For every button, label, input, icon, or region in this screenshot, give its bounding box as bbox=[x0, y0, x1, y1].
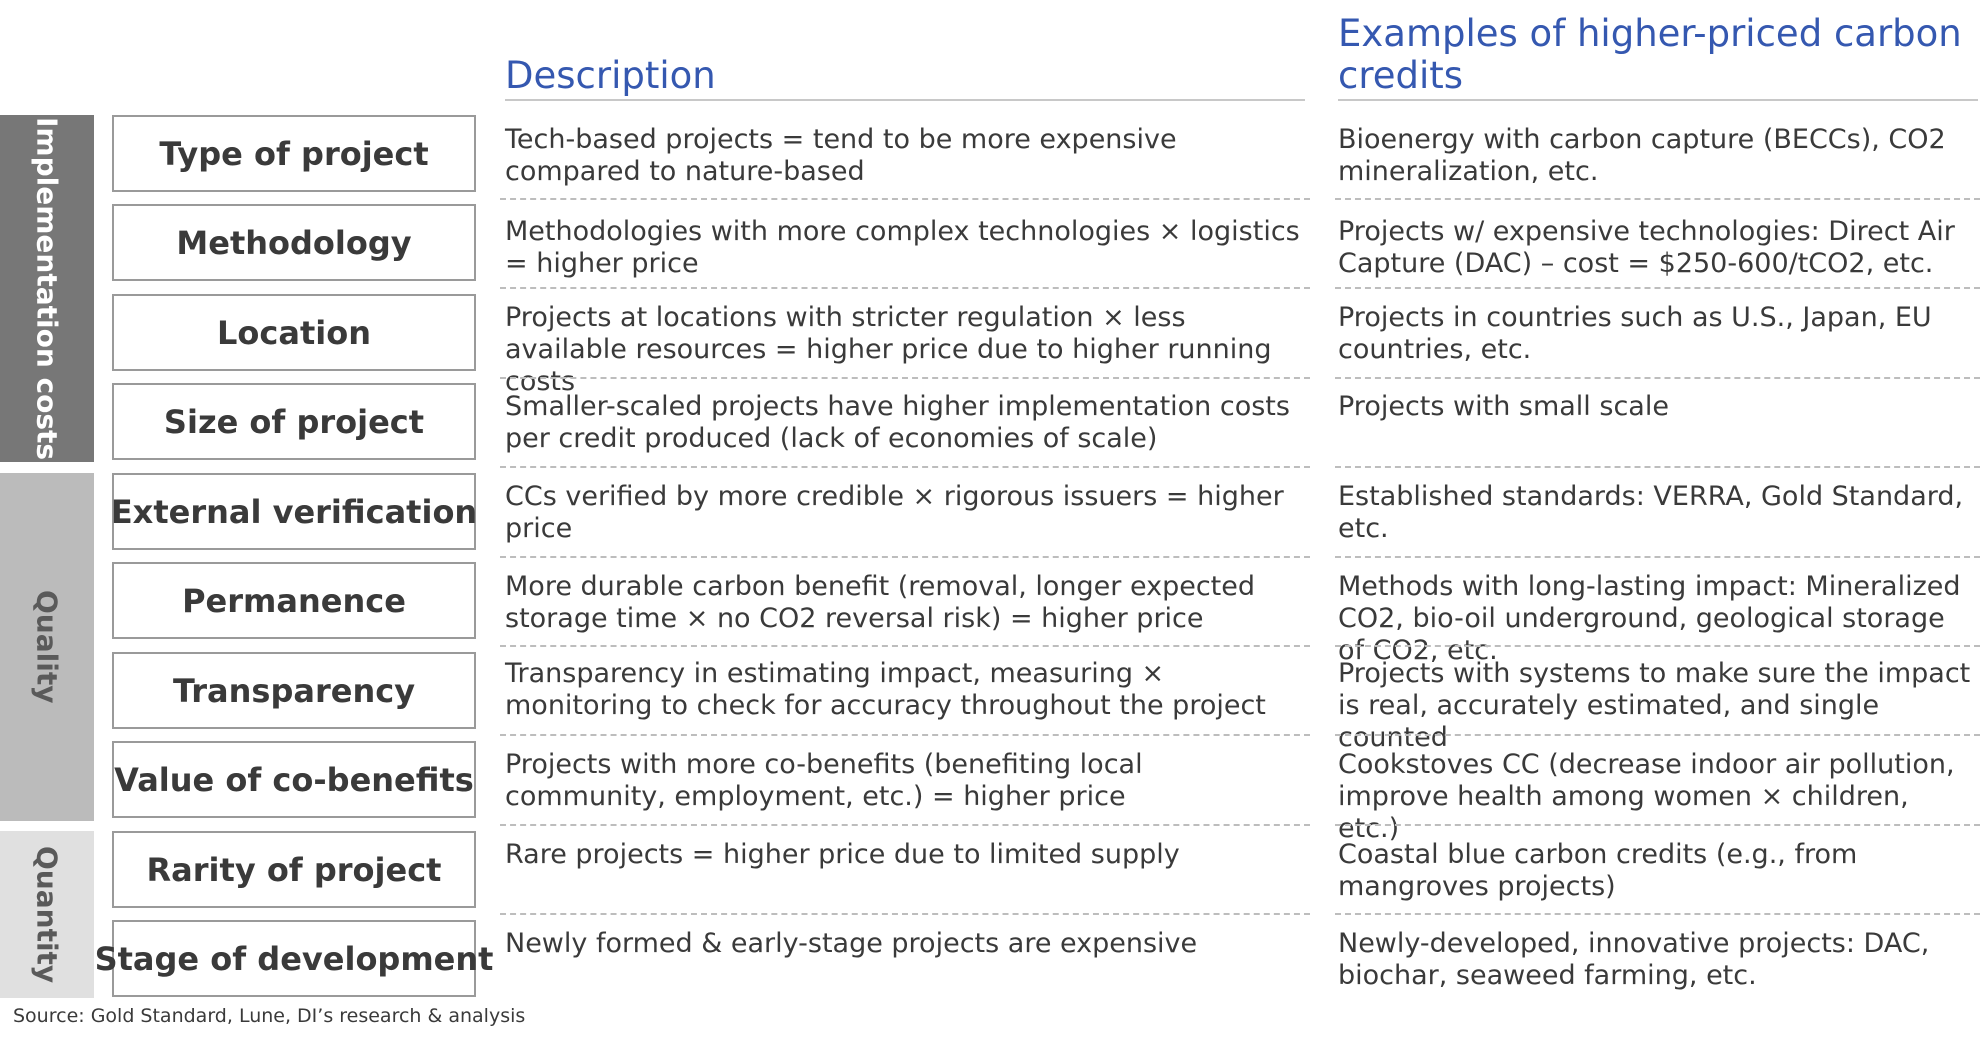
group-label: Quality bbox=[30, 590, 64, 704]
factor-label: Size of project bbox=[163, 402, 425, 441]
group-quantity bbox=[0, 831, 94, 998]
factor-label: Permanence bbox=[182, 581, 406, 620]
description-cell: More durable carbon benefit (removal, longer expected storage time × no CO2 reversal risk) = higher price bbox=[505, 571, 1256, 634]
factor-type-of-project bbox=[112, 115, 476, 192]
row-separator bbox=[500, 198, 1310, 200]
factor-permanence bbox=[112, 562, 476, 639]
factor-label: Rarity of project bbox=[146, 850, 442, 889]
row-separator bbox=[1335, 556, 1980, 558]
row-separator bbox=[1335, 377, 1980, 379]
factor-label: External verification bbox=[110, 492, 478, 531]
factor-external-verification bbox=[112, 473, 476, 550]
row-separator bbox=[500, 466, 1310, 468]
example-cell: Established standards: VERRA, Gold Standard, etc. bbox=[1338, 481, 1964, 544]
group-label: Implementation costs bbox=[30, 116, 64, 461]
row-separator bbox=[1335, 913, 1980, 915]
factor-transparency bbox=[112, 652, 476, 729]
examples-header-label: Examples of higher-priced carbon credits bbox=[1338, 12, 1962, 97]
row-separator bbox=[500, 287, 1310, 289]
factor-methodology bbox=[112, 204, 476, 281]
row-separator bbox=[500, 556, 1310, 558]
factor-rarity-of-project bbox=[112, 831, 476, 908]
factor-label: Value of co-benefits bbox=[114, 760, 474, 799]
description-cell: Transparency in estimating impact, measuring × monitoring to check for accuracy throughout the project bbox=[505, 658, 1266, 721]
description-header-label: Description bbox=[505, 54, 716, 97]
row-separator bbox=[500, 734, 1310, 736]
description-cell: Newly formed & early-stage projects are expensive bbox=[505, 928, 1198, 959]
factor-label: Methodology bbox=[176, 223, 412, 262]
description-cell: Projects with more co-benefits (benefiting local community, employment, etc.) = higher price bbox=[505, 749, 1143, 812]
examples-column-header bbox=[1338, 10, 1978, 101]
factor-location bbox=[112, 294, 476, 371]
example-cell: Projects in countries such as U.S., Japan, EU countries, etc. bbox=[1338, 302, 1932, 365]
description-cell: CCs verified by more credible × rigorous issuers = higher price bbox=[505, 481, 1284, 544]
row-separator bbox=[1335, 466, 1980, 468]
example-cell: Bioenergy with carbon capture (BECCs), CO2 mineralization, etc. bbox=[1338, 124, 1946, 187]
description-cell: Rare projects = higher price due to limited supply bbox=[505, 839, 1180, 870]
description-cell: Tech-based projects = tend to be more expensive compared to nature-based bbox=[505, 124, 1177, 187]
factor-label: Transparency bbox=[172, 671, 416, 710]
example-cell: Coastal blue carbon credits (e.g., from mangroves projects) bbox=[1338, 839, 1858, 902]
row-separator bbox=[1335, 198, 1980, 200]
group-quality bbox=[0, 473, 94, 821]
factor-value-of-co-benefits bbox=[112, 741, 476, 818]
group-implementation-costs bbox=[0, 115, 94, 462]
factor-stage-of-development bbox=[94, 920, 494, 997]
source-note: Source: Gold Standard, Lune, DI’s research & analysis bbox=[13, 1005, 526, 1027]
description-cell: Methodologies with more complex technologies × logistics = higher price bbox=[505, 216, 1300, 279]
description-column-header bbox=[505, 52, 1305, 101]
factor-label: Stage of development bbox=[94, 939, 494, 978]
example-cell: Projects with systems to make sure the impact is real, accurately estimated, and single counted bbox=[1338, 658, 1971, 753]
example-cell: Methods with long-lasting impact: Mineralized CO2, bio-oil underground, geological storage of CO2, etc. bbox=[1338, 571, 1961, 666]
row-separator bbox=[1335, 645, 1980, 647]
row-separator bbox=[500, 824, 1310, 826]
example-cell: Newly-developed, innovative projects: DAC, biochar, seaweed farming, etc. bbox=[1338, 928, 1930, 991]
description-cell: Projects at locations with stricter regulation × less available resources = higher price due to higher running costs bbox=[505, 302, 1272, 397]
factor-label: Location bbox=[217, 313, 371, 352]
row-separator bbox=[1335, 287, 1980, 289]
row-separator bbox=[500, 913, 1310, 915]
row-separator bbox=[1335, 824, 1980, 826]
factor-label: Type of project bbox=[159, 134, 429, 173]
description-cell: Smaller-scaled projects have higher implementation costs per credit produced (lack of economies of scale) bbox=[505, 391, 1290, 454]
row-separator bbox=[1335, 734, 1980, 736]
example-cell: Projects with small scale bbox=[1338, 391, 1669, 422]
row-separator bbox=[500, 377, 1310, 379]
example-cell: Cookstoves CC (decrease indoor air pollution, improve health among women × children, etc.) bbox=[1338, 749, 1955, 844]
example-cell: Projects w/ expensive technologies: Direct Air Capture (DAC) – cost = $250-600/tCO2, etc. bbox=[1338, 216, 1955, 279]
row-separator bbox=[500, 645, 1310, 647]
group-label: Quantity bbox=[30, 845, 64, 984]
factor-size-of-project bbox=[112, 383, 476, 460]
